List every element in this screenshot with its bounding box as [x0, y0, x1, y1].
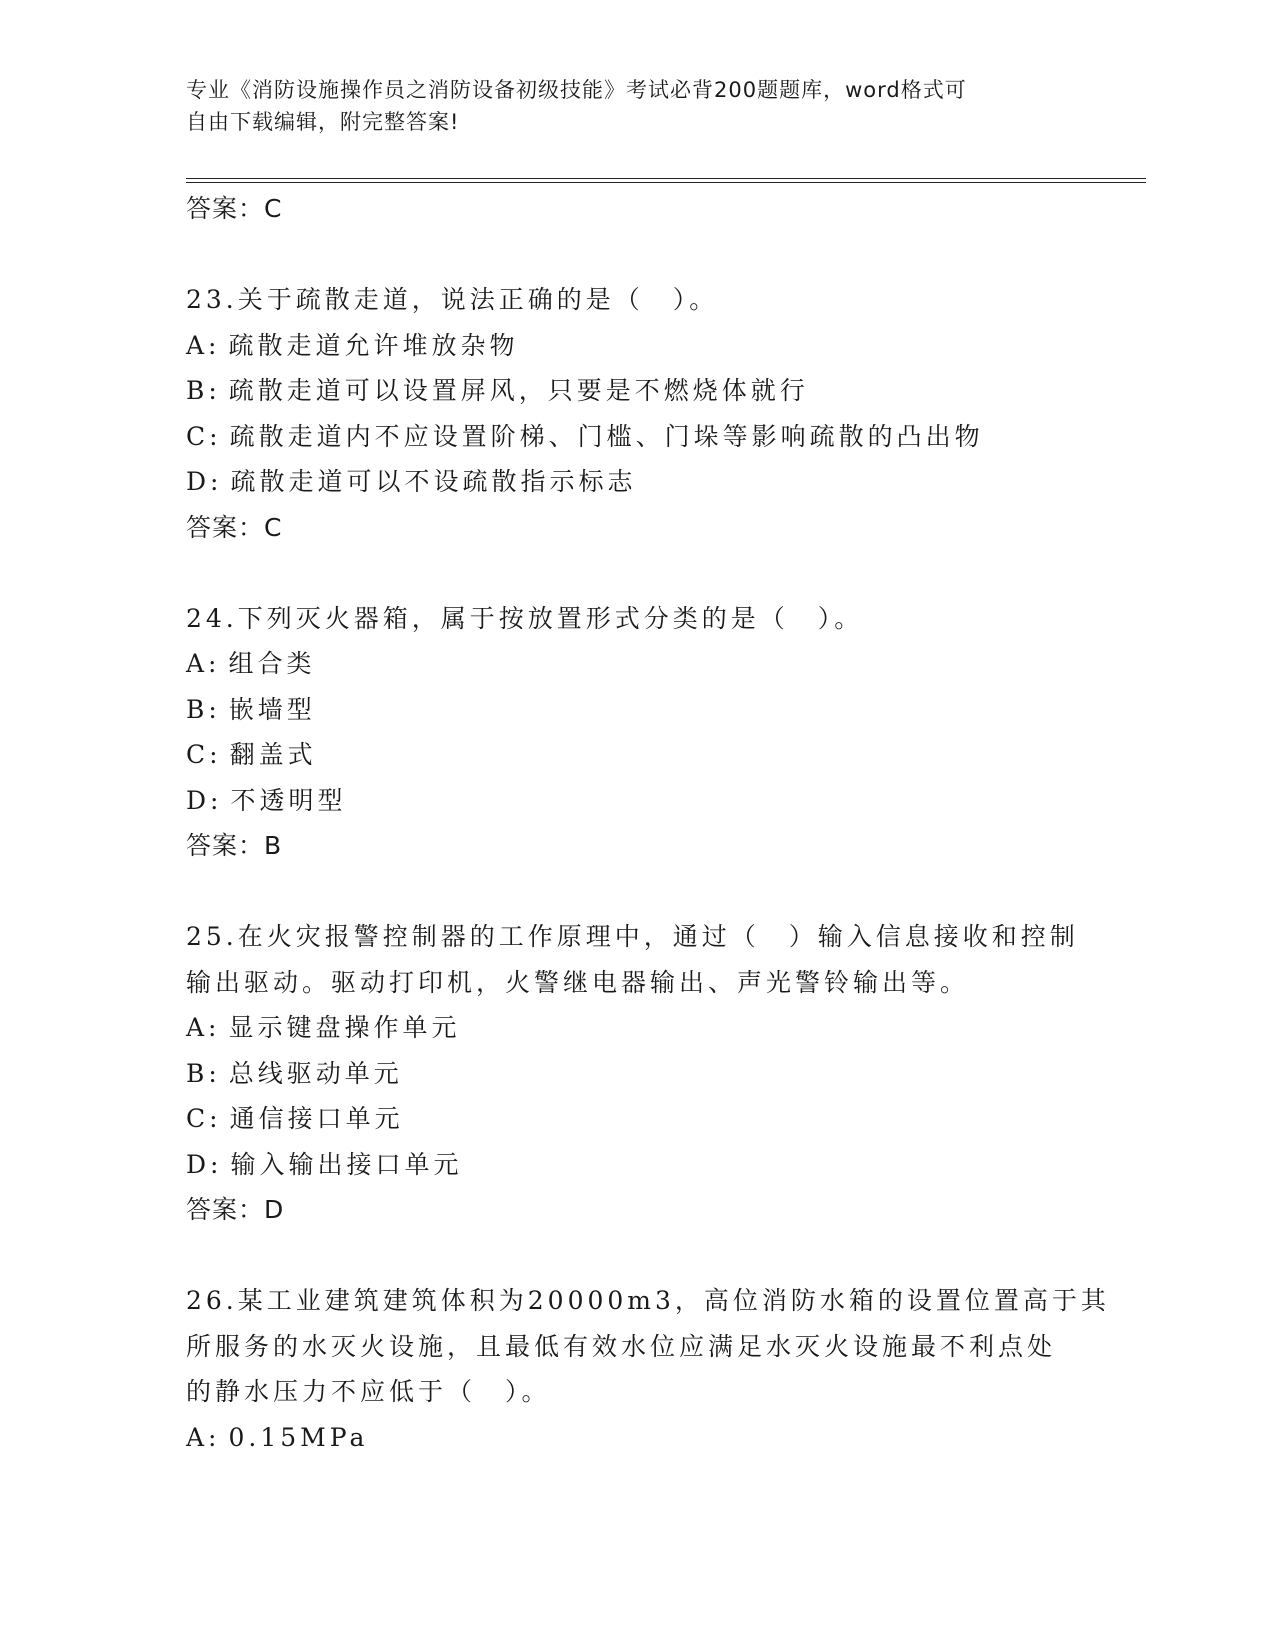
option-text: 疏散走道可以设置屏风，只要是不燃烧体就行	[228, 376, 809, 405]
option-text: 嵌墙型	[228, 694, 316, 724]
question-block	[186, 277, 1086, 550]
question-stem-continued: 输出驱动。驱动打印机，火警继电器输出、声光警铃输出等。	[186, 967, 970, 997]
option-a	[186, 641, 1086, 687]
option-b	[186, 368, 1086, 414]
option-d	[186, 459, 1086, 505]
spacer	[186, 869, 1086, 915]
question-stem: 24.下列灭火器箱，属于按放置形式分类的是（ ）。	[186, 603, 864, 633]
header-line-2: 自由下载编辑，附完整答案!	[186, 110, 460, 134]
spacer	[186, 232, 1086, 278]
option-text: 组合类	[228, 649, 316, 678]
option-text: 不透明型	[230, 785, 347, 815]
option-label: C:	[186, 1104, 222, 1133]
option-b	[186, 1051, 1086, 1097]
option-text: 疏散走道可以不设疏散指示标志	[230, 467, 637, 496]
question-stem-continued: 所服务的水灭火设施，且最低有效水位应满足水灭火设施最不利点处	[186, 1331, 1057, 1361]
option-text: 疏散走道内不应设置阶梯、门槛、门垛等影响疏散的凸出物	[229, 421, 984, 451]
option-label: D:	[186, 1149, 223, 1179]
question-list	[186, 186, 1110, 1460]
option-a	[186, 323, 1086, 369]
answer-line: 答案：B	[186, 831, 283, 860]
option-text: 翻盖式	[229, 740, 317, 769]
option-text: 显示键盘操作单元	[228, 1013, 461, 1042]
spacer	[186, 550, 1086, 596]
option-b	[186, 687, 1086, 733]
question-stem-continued: 的静水压力不应低于（ ）。	[186, 1377, 551, 1406]
option-d	[186, 1142, 1086, 1188]
option-label: D:	[186, 785, 223, 815]
question-stem: 23.关于疏散走道，说法正确的是（ ）。	[186, 285, 719, 314]
option-label: C:	[186, 740, 222, 769]
option-label: A:	[186, 330, 221, 360]
option-d	[186, 778, 1086, 824]
option-label: A:	[186, 1013, 221, 1042]
header-divider-bottom	[186, 182, 1146, 183]
option-a	[186, 1415, 1086, 1461]
answer-line: 答案：C	[186, 512, 283, 542]
option-text: 0.15MPa	[228, 1422, 369, 1452]
option-label: B:	[186, 376, 221, 405]
question-block	[186, 914, 1086, 1233]
option-text: 输入输出接口单元	[230, 1149, 463, 1179]
document-header	[186, 74, 1066, 138]
header-divider-top	[186, 178, 1146, 179]
option-label: C:	[186, 421, 222, 451]
option-c	[186, 1096, 1086, 1142]
option-text: 通信接口单元	[229, 1104, 404, 1133]
option-label: A:	[186, 649, 221, 678]
header-line-1: 专业《消防设施操作员之消防设备初级技能》考试必背200题题库，word格式可	[186, 78, 967, 102]
option-label: D:	[186, 467, 223, 496]
question-stem: 26.某工业建筑建筑体积为20000m3，高位消防水箱的设置位置高于其	[186, 1286, 1110, 1315]
question-stem: 25.在火灾报警控制器的工作原理中，通过（ ）输入信息接收和控制	[186, 922, 1079, 951]
option-a	[186, 1005, 1086, 1051]
answer-line: 答案：C	[186, 194, 283, 223]
answer-line: 答案：D	[186, 1195, 285, 1224]
option-label: B:	[186, 1058, 221, 1088]
option-label: A:	[186, 1422, 221, 1452]
question-block	[186, 596, 1086, 869]
option-label: B:	[186, 694, 221, 724]
option-c	[186, 414, 1086, 460]
question-block	[186, 1278, 1110, 1460]
spacer	[186, 1233, 1086, 1279]
option-text: 疏散走道允许堆放杂物	[228, 330, 519, 360]
option-c	[186, 732, 1086, 778]
option-text: 总线驱动单元	[228, 1058, 403, 1088]
